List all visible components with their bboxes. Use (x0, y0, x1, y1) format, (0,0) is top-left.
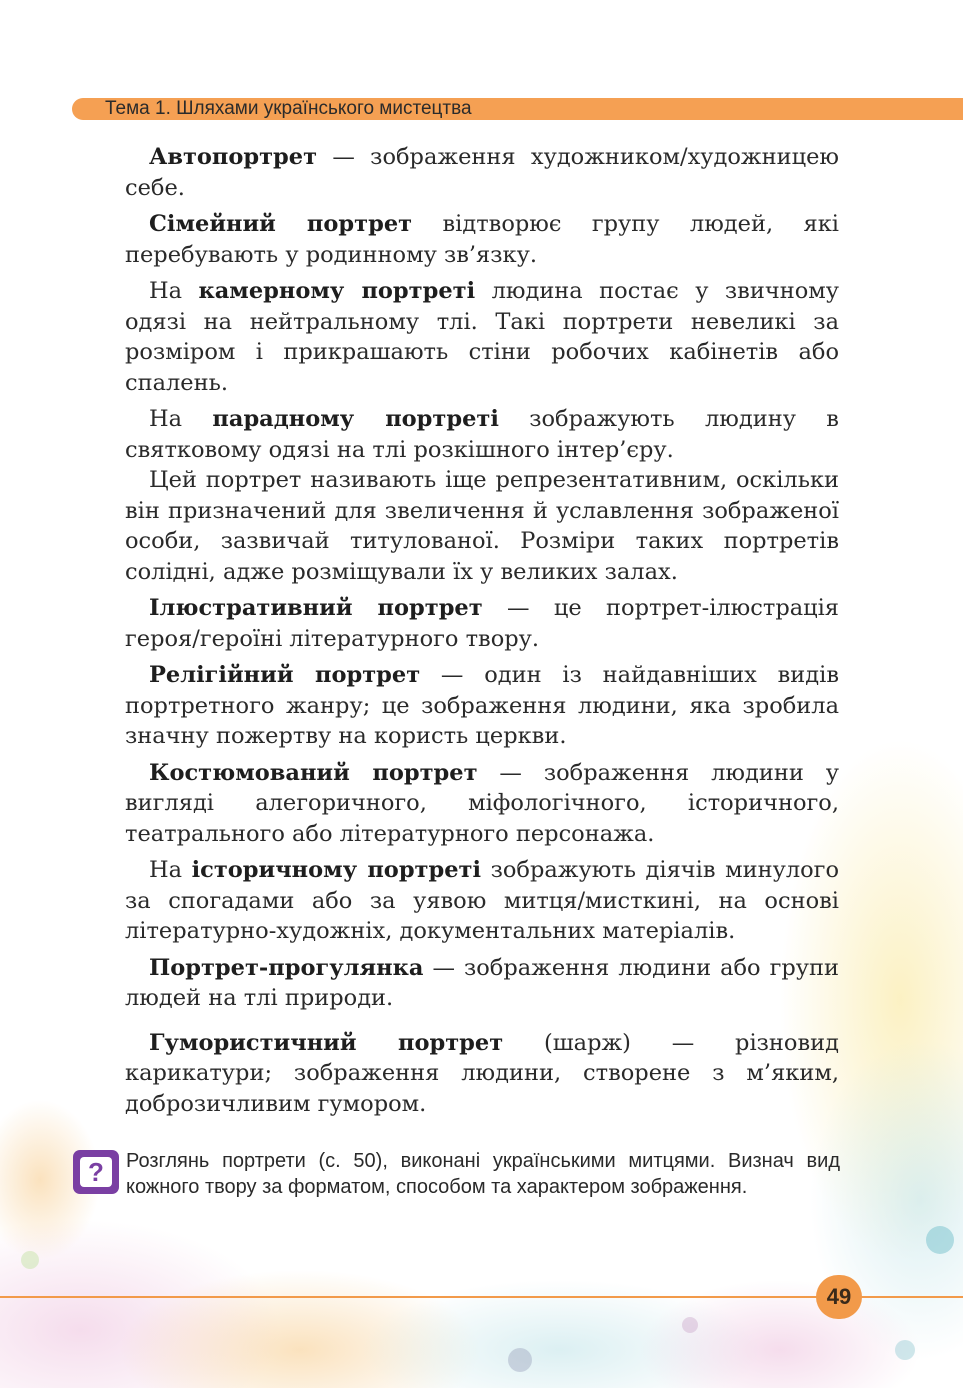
task-text: Розглянь портрети (с. 50), виконані українськими митцями. Визнач вид кожного твору за форматом, способом та характером зображення. (126, 1150, 840, 1198)
paragraph-religious-portrait (125, 660, 839, 752)
paragraph-representative (125, 465, 839, 587)
paragraph-ceremonial-portrait (125, 404, 839, 465)
prefix: На (149, 857, 192, 883)
paragraph-illustrative-portrait (125, 593, 839, 654)
definition: відтворює групу людей, які перебувають у родинному зв’язку. (125, 211, 839, 268)
paragraph-chamber-portrait (125, 276, 839, 398)
paragraph-humorous-portrait (125, 1028, 839, 1120)
term: парадному портреті (212, 406, 499, 432)
term: Портрет-прогулянка (149, 954, 424, 981)
paragraph-family-portrait (125, 209, 839, 270)
definition: зображують людину в святковому одязі на тлі розкішного інтер’єру. (125, 406, 839, 463)
page-number: 49 (816, 1275, 862, 1319)
term: камерному портреті (198, 278, 476, 304)
definition: Цей портрет називають іще репрезентативним, оскільки він призначений для звеличення й уславлення зображеної особи, зазвичай титулованої. Розміри таких портретів солідні, адже розміщували їх у великих залах. (125, 467, 839, 585)
prefix: На (149, 406, 213, 432)
main-text (125, 142, 839, 1125)
definition: — один із найдавніших видів портретного жанру; це зображення людини, яка зробила значну пожертву на користь церкви. (125, 662, 839, 749)
term: Костюмований портрет (149, 759, 478, 786)
definition: зображують діячів минулого за спогадами або за уявою митця/мисткині, на основі літературно-художніх, документальних матеріалів. (125, 857, 839, 944)
paragraph-costume-portrait (125, 758, 839, 850)
term: Ілюстративний портрет (149, 595, 483, 621)
paragraph-historical-portrait (125, 855, 839, 947)
paragraph-walk-portrait (125, 953, 839, 1014)
term: Сімейний портрет (149, 211, 413, 237)
term: Гумористичний портрет (149, 1029, 504, 1056)
prefix: На (149, 278, 199, 304)
definition: людина постає у звичному одязі на нейтральному тлі. Такі портрети невеликі за розміром і прикрашають стіни робочих кабінетів або спалень. (125, 278, 839, 396)
definition: — це портрет-ілюстрація героя/героїні літературного твору. (125, 595, 839, 652)
term: Автопортрет (149, 144, 318, 170)
paragraph-self-portrait (125, 142, 839, 203)
question-icon-inner (80, 1157, 112, 1187)
term: історичному портреті (191, 857, 482, 883)
question-icon (73, 1150, 119, 1194)
term: Релігійний портрет (149, 662, 421, 688)
topic-title: Тема 1. Шляхами українського мистецтва (105, 98, 472, 119)
definition: (шарж) — різновид карикатури; зображення людини, створене з м’яким, доброзичливим гумором. (125, 1029, 839, 1117)
definition: — зображення людини або групи людей на тлі природи. (125, 954, 839, 1011)
question-mark: ? (88, 1157, 104, 1187)
definition: — зображення людини у вигляді алегоричного, міфологічного, історичного, театрального або літературного персонажа. (125, 759, 839, 847)
definition: — зображення художником/художницею себе. (125, 144, 839, 201)
